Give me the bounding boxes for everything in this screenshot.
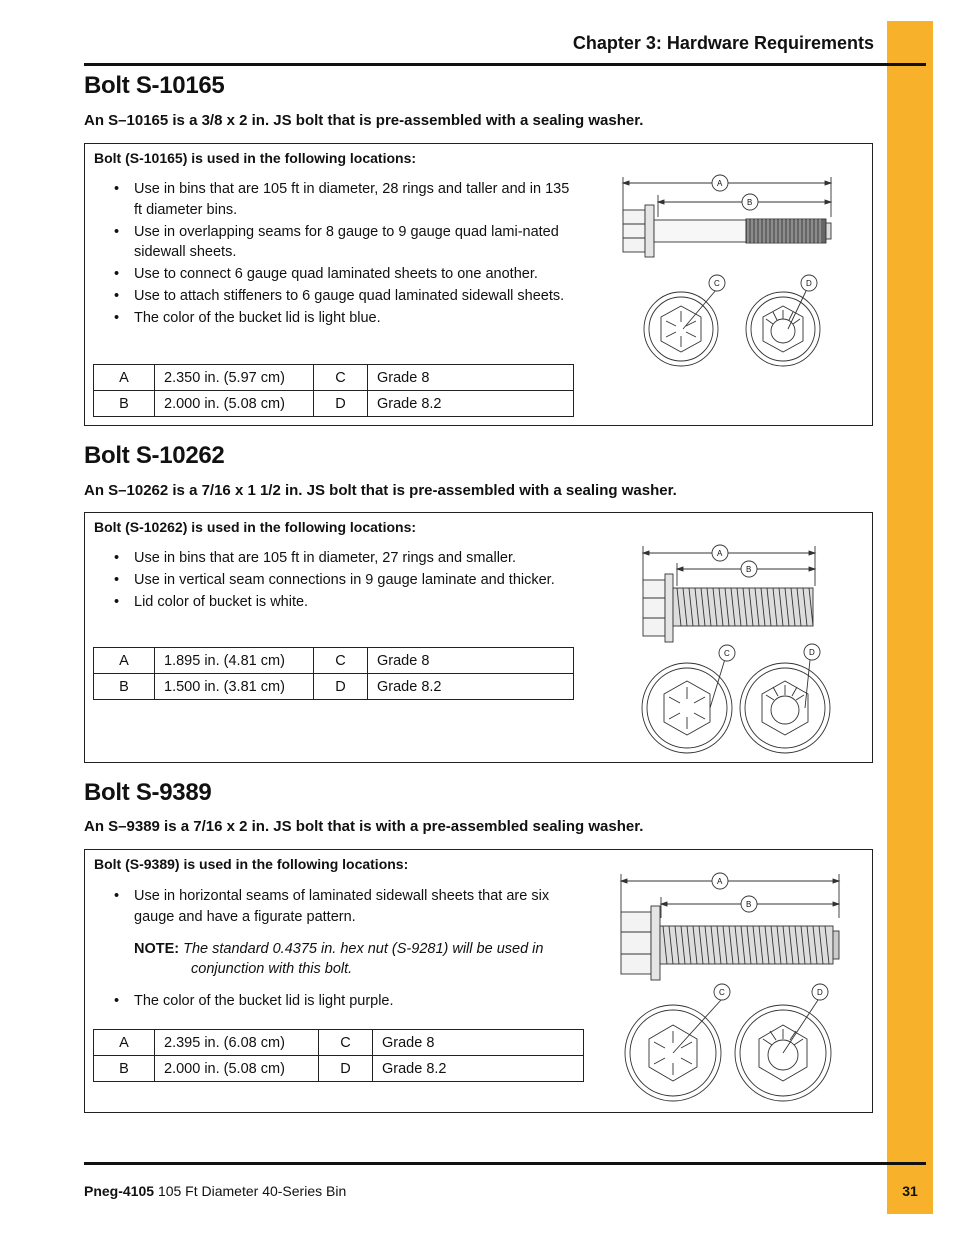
box-title: Bolt (S-10262) is used in the following locations: [94,519,417,535]
table-row [94,674,574,700]
footer-rule [84,1162,926,1165]
list-item: • Use in bins that are 105 ft in diameter, 28 rings and taller and in 135 ft diameter bins. [111,179,576,220]
table-cell: 1.500 in. (3.81 cm) [155,674,314,700]
table-cell: D [314,674,368,700]
table-cell: A [94,365,155,391]
note [134,939,543,959]
section-title: Bolt S-9389 [84,779,212,806]
list-item: • The color of the bucket lid is light purple. [111,991,581,1012]
figure-label: B [746,565,752,574]
table-cell: C [314,648,368,674]
figure-label: D [817,988,823,997]
note-label: NOTE: [134,941,180,957]
table-row [94,365,574,391]
list-item: • Use in overlapping seams for 8 gauge to 9 gauge quad lami-nated sidewall sheets. [111,222,576,263]
table-cell: 2.000 in. (5.08 cm) [155,391,314,417]
box-title: Bolt (S-10165) is used in the following locations: [94,150,417,166]
bolt-diagram-icon [603,868,853,1113]
list-item: • Use in vertical seam connections in 9 gauge laminate and thicker. [111,570,576,591]
spec-table [93,364,574,417]
list-item: • Use in horizontal seams of laminated sidewall sheets that are six gauge and have a figurate pattern. [111,886,581,927]
note-text-continued: conjunction with this bolt. [191,961,353,977]
table-row [94,1030,584,1056]
table-cell: D [319,1056,373,1082]
list-item: • The color of the bucket lid is light blue. [111,308,576,329]
table-row [94,391,574,417]
table-cell: B [94,674,155,700]
doc-id: Pneg-4105 [84,1183,155,1199]
figure-label: C [724,649,730,658]
table-cell: Grade 8 [373,1030,584,1056]
bolt-info-box [84,143,873,426]
figure-label: A [717,877,723,886]
table-cell: C [314,365,368,391]
location-list [111,886,581,929]
table-cell: B [94,391,155,417]
note-text: The standard 0.4375 in. hex nut (S-9281) will be used in [183,941,544,957]
bolt-diagram-icon [613,169,843,369]
box-title: Bolt (S-9389) is used in the following locations: [94,856,409,872]
table-cell: Grade 8.2 [368,674,574,700]
figure-label: A [717,179,723,188]
table-cell: A [94,1030,155,1056]
table-row [94,648,574,674]
list-item: • Lid color of bucket is white. [111,592,576,613]
figure-label: D [809,648,815,657]
spec-table [93,1029,584,1082]
footer [84,1183,346,1199]
table-cell: A [94,648,155,674]
list-item: • Use in bins that are 105 ft in diameter, 27 rings and smaller. [111,548,576,569]
page-number: 31 [902,1183,918,1199]
chapter-tab [887,21,933,1214]
table-cell: 2.350 in. (5.97 cm) [155,365,314,391]
bolt-info-box [84,512,873,763]
figure-label: B [746,900,752,909]
section-lead: An S–10165 is a 3/8 x 2 in. JS bolt that is pre-assembled with a sealing washer. [84,112,644,129]
doc-title: 105 Ft Diameter 40-Series Bin [157,1183,347,1199]
figure-label: C [719,988,725,997]
table-cell: Grade 8.2 [373,1056,584,1082]
table-cell: B [94,1056,155,1082]
location-list [111,548,576,614]
bolt-diagram-icon [635,538,850,760]
table-cell: D [314,391,368,417]
chapter-heading: Chapter 3: Hardware Requirements [572,33,874,53]
section-lead: An S–10262 is a 7/16 x 1 1/2 in. JS bolt that is pre-assembled with a sealing washer. [84,482,677,499]
table-cell: 2.000 in. (5.08 cm) [155,1056,319,1082]
table-cell: Grade 8.2 [368,391,574,417]
figure-label: C [714,279,720,288]
table-cell: Grade 8 [368,648,574,674]
section-title: Bolt S-10262 [84,442,225,469]
location-list [111,179,576,330]
bolt-info-box [84,849,873,1113]
table-row [94,1056,584,1082]
location-list [111,991,581,1013]
list-item: • Use to connect 6 gauge quad laminated sheets to one another. [111,264,576,285]
section-lead: An S–9389 is a 7/16 x 2 in. JS bolt that is with a pre-assembled sealing washer. [84,818,644,835]
spec-table [93,647,574,700]
figure-label: D [806,279,812,288]
table-cell: 2.395 in. (6.08 cm) [155,1030,319,1056]
header-rule [84,63,926,66]
section-title: Bolt S-10165 [84,72,225,99]
figure-label: B [747,198,753,207]
list-item: • Use to attach stiffeners to 6 gauge quad laminated sidewall sheets. [111,286,576,307]
table-cell: Grade 8 [368,365,574,391]
table-cell: 1.895 in. (4.81 cm) [155,648,314,674]
figure-label: A [717,549,723,558]
table-cell: C [319,1030,373,1056]
